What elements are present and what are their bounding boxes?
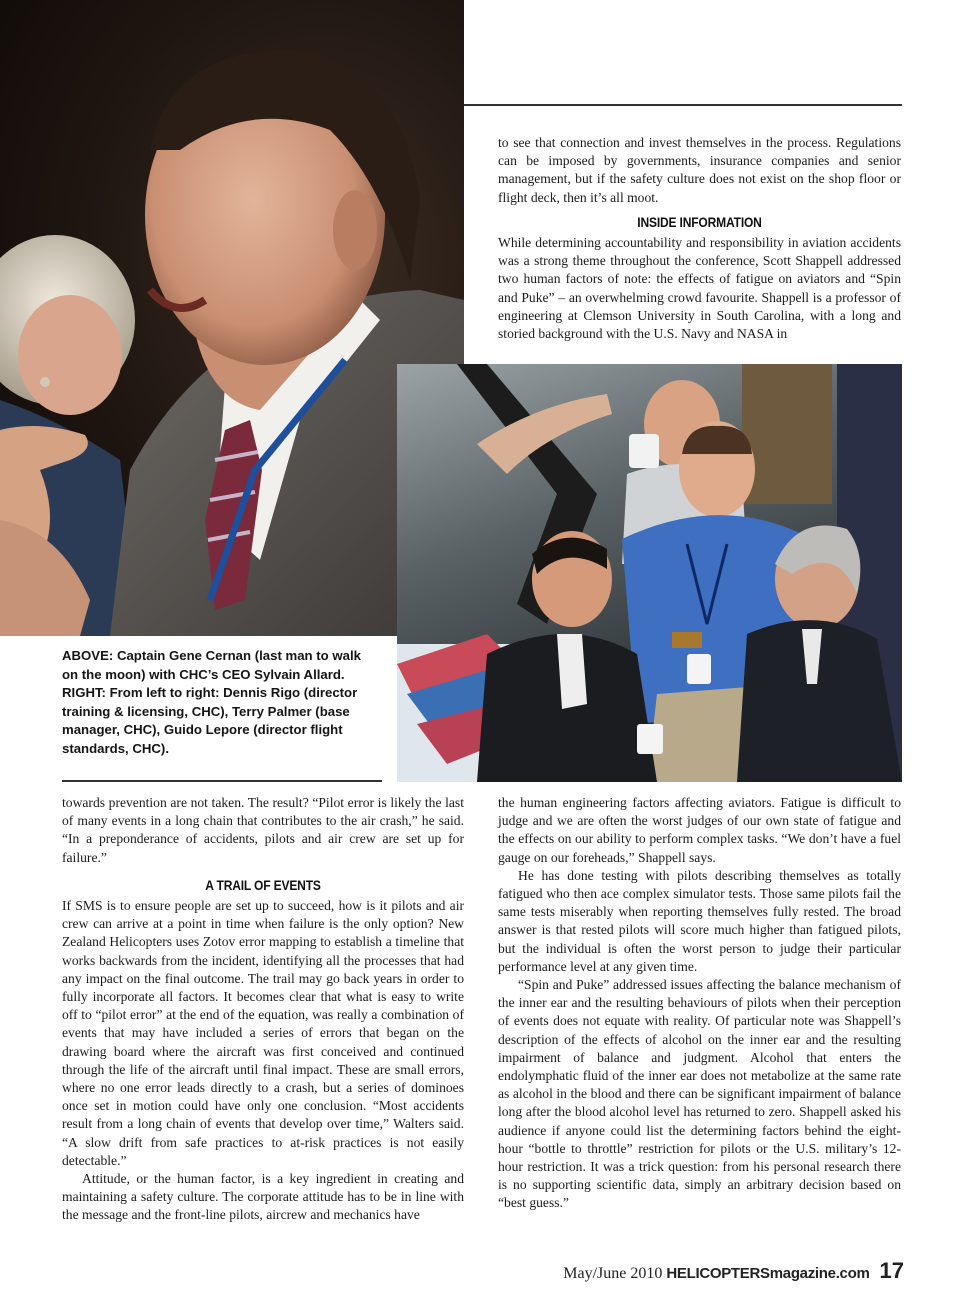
- right-para-3: “Spin and Puke” addressed issues affecting the balance mechanism of the inner ear and the resulting behaviours of pilots when their perception of events does not equate with reality. Of particular note was Shappell’s description of the effects of alcohol on the inner ear and the resulting impairment of balance and judgment. Alcohol that enters the endolymphatic fluid of the inner ear does not metabolize at the same rate as alcohol in the blood and there can be significant impairment of balance long after the blood alcohol level has returned to zero. Shappell asked his audience if anyone could list the determining factors behind the eight-hour “bottle to throttle” restriction for pilots or the U.S. military’s 12-hour restriction. It was a trick question: from his personal research there is no supporting scientific data, simply an arbitrary decision based on “best guess.”: [498, 977, 901, 1211]
- footer-issue: May/June 2010: [563, 1265, 663, 1282]
- right-para-2: He has done testing with pilots describing themselves as totally fatigued who then ace complex simulator tests. Those same pilots fail the same tests miserably when reporting themselves fully rested. The broad answer is that rested pilots will score much higher than fatigued pilots, but the individual is often the worst person to judge their particular performance level at any given time.: [498, 867, 901, 974]
- left-column: [62, 794, 464, 1225]
- page-number: 17: [879, 1258, 904, 1283]
- caption-above: ABOVE: Captain Gene Cernan (last man to walk on the moon) with CHC’s CEO Sylvain Allard.: [62, 648, 361, 682]
- top-right-para-2: While determining accountability and responsibility in aviation accidents was a strong theme throughout the conference, Scott Shappell addressed two human factors of note: the effects of fatigue on aviators and “Spin and Puke” – an overwhelming crowd favourite. Shappell is a professor of engineering at Clemson University in South Carolina, with a long and storied background with the U.S. Navy and NASA in: [498, 235, 901, 342]
- right-column: [498, 794, 901, 1213]
- photo-cernan-allard-image: [0, 0, 464, 636]
- photo-rigo-palmer-lepore-image: [397, 364, 902, 782]
- left-para-1: towards prevention are not taken. The result? “Pilot error is likely the last of many events in a long chain that contributes to the air crash,” he said. “In a preponderance of accidents, pilots and air crew are set up for failure.”: [62, 795, 464, 865]
- right-para-1: the human engineering factors affecting aviators. Fatigue is difficult to judge and we are often the worst judges of our own state of fatigue and the effects on our ability to perform complex tasks. “We don’t have a fuel gauge on our foreheads,” Shappell says.: [498, 795, 901, 865]
- caption-rule: [62, 780, 382, 782]
- left-para-3: Attitude, or the human factor, is a key ingredient in creating and maintaining a safety culture. The corporate attitude has to be in line with the message and the front-line pilots, aircrew and mechanics have: [62, 1171, 464, 1223]
- caption-right: RIGHT: From left to right: Dennis Rigo (director training & licensing, CHC), Terry Palmer (base manager, CHC), Guido Lepore (director flight standards, CHC).: [62, 685, 358, 756]
- photo-caption: [62, 647, 362, 759]
- left-para-2: If SMS is to ensure people are set up to succeed, how is it pilots and air crew can arrive at a point in time when failure is the only option? New Zealand Helicopters uses Zotov error mapping to establish a timeline that works backwards from the incident, identifying all the processes that had any impact on the final outcome. The trail may go back years in order to fully incorporate all factors. It becomes clear that what is easy to write off to “pilot error” at the end of the equation, was really a combination of events that may have included a series of errors that began on the drawing board where the aircraft was first conceived and continued through the life of the aircraft until final impact. These are small errors, where no one error leads directly to a crash, but a series of dominoes once set in motion could have only one conclusion. “Most accidents result from a long chain of events that develop over time,” Walters said. “A slow drift from safe practices to at-risk practices is not easily detectable.”: [62, 898, 464, 1168]
- photo-rigo-palmer-lepore: [397, 364, 902, 782]
- heading-trail-of-events: A TRAIL OF EVENTS: [205, 876, 321, 893]
- photo-cernan-allard: [0, 0, 464, 636]
- top-right-column: [498, 134, 901, 343]
- top-rule: [464, 104, 902, 106]
- heading-inside-information: INSIDE INFORMATION: [637, 213, 762, 230]
- page-footer: [563, 1258, 904, 1284]
- footer-magazine[interactable]: HELICOPTERSmagazine.com: [666, 1265, 870, 1282]
- top-right-para-1: to see that connection and invest themselves in the process. Regulations can be imposed by governments, insurance companies and senior management, but if the safety culture does not exist on the shop floor or flight deck, then it’s all moot.: [498, 135, 901, 205]
